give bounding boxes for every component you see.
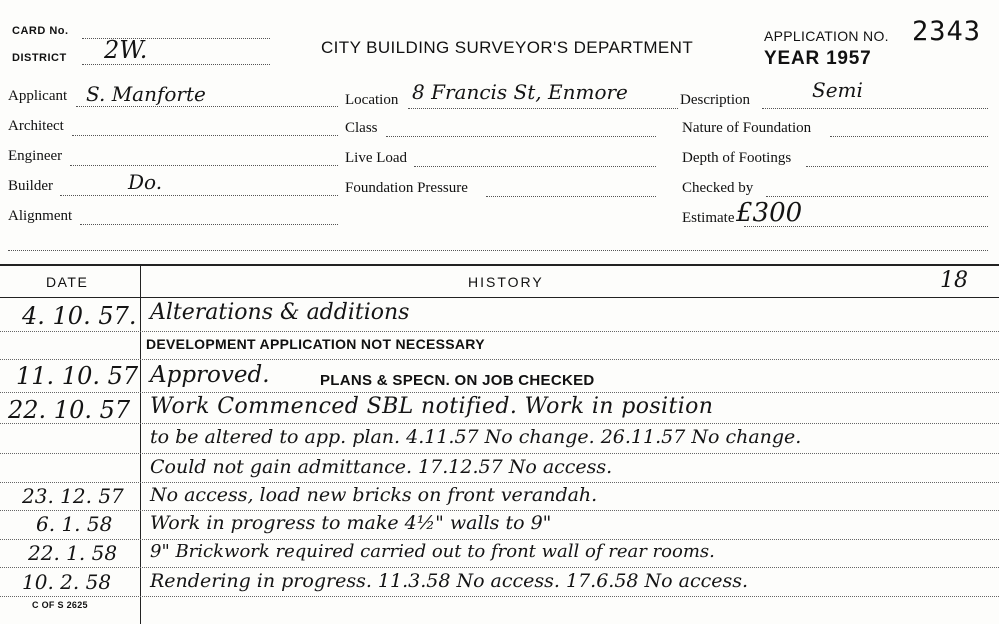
- alignment-line: [80, 224, 338, 225]
- row-line: [0, 567, 999, 568]
- application-label: APPLICATION NO.: [764, 28, 889, 44]
- foundation-pressure-label: Foundation Pressure: [345, 180, 468, 196]
- history-entry: to be altered to app. plan. 4.11.57 No change. 26.11.57 No change.: [150, 426, 802, 448]
- history-date: 23. 12. 57: [22, 484, 124, 508]
- history-date: 22. 1. 58: [28, 541, 118, 565]
- applicant-line: [76, 106, 338, 107]
- live-load-line: [414, 166, 656, 167]
- estimate-label: Estimate: [682, 210, 735, 226]
- estimate-value: £300: [736, 198, 803, 228]
- date-column-rule: [140, 264, 141, 624]
- page-number: 18: [940, 268, 968, 293]
- row-line: [0, 453, 999, 454]
- history-date: 22. 10. 57: [8, 396, 131, 424]
- depth-line: [806, 166, 988, 167]
- history-date: 11. 10. 57: [16, 362, 139, 390]
- description-value: Semi: [812, 78, 863, 102]
- history-header-rule: [0, 297, 999, 298]
- history-date: 6. 1. 58: [36, 512, 113, 536]
- field-extra-line: [8, 250, 988, 251]
- depth-of-footings-label: Depth of Footings: [682, 150, 792, 166]
- history-column-header: HISTORY: [468, 274, 544, 290]
- district-label: DISTRICT: [12, 52, 67, 64]
- checked-line: [766, 196, 988, 197]
- location-line: [408, 108, 678, 109]
- engineer-line: [70, 165, 338, 166]
- history-stamp: PLANS & SPECN. ON JOB CHECKED: [320, 372, 595, 389]
- foundation-pressure-line: [486, 196, 656, 197]
- row-line: [0, 392, 999, 393]
- builder-label: Builder: [8, 178, 53, 194]
- row-line: [0, 539, 999, 540]
- description-line: [762, 108, 988, 109]
- engineer-label: Engineer: [8, 148, 63, 164]
- row-line: [0, 482, 999, 483]
- live-load-label: Live Load: [345, 150, 408, 166]
- class-line: [386, 136, 656, 137]
- history-entry: Approved.: [150, 362, 270, 388]
- row-line: [0, 331, 999, 332]
- checked-by-label: Checked by: [682, 180, 754, 196]
- builder-value: Do.: [128, 170, 163, 194]
- district-value: 2W.: [104, 36, 148, 64]
- year: YEAR 1957: [764, 48, 872, 69]
- history-top-rule: [0, 264, 999, 266]
- history-entry: No access, load new bricks on front verandah.: [150, 484, 598, 506]
- applicant-label: Applicant: [8, 88, 68, 104]
- history-date: 10. 2. 58: [22, 570, 112, 594]
- description-label: Description: [680, 92, 750, 108]
- history-entry: Work in progress to make 4½" walls to 9": [150, 512, 552, 534]
- department-title: CITY BUILDING SURVEYOR'S DEPARTMENT: [321, 38, 694, 57]
- architect-label: Architect: [8, 118, 64, 134]
- applicant-value: S. Manforte: [86, 82, 206, 106]
- row-line: [0, 510, 999, 511]
- district-line: [82, 64, 270, 65]
- history-entry: 9" Brickwork required carried out to front wall of rear rooms.: [150, 541, 715, 562]
- location-value: 8 Francis St, Enmore: [412, 80, 628, 104]
- form-code: C OF S 2625: [32, 600, 88, 610]
- history-entry: Work Commenced SBL notified. Work in position: [150, 394, 714, 419]
- history-stamp: DEVELOPMENT APPLICATION NOT NECESSARY: [146, 336, 485, 352]
- history-entry: Could not gain admittance. 17.12.57 No access.: [150, 456, 613, 478]
- builder-line: [60, 195, 338, 196]
- application-number: 2343: [912, 16, 982, 47]
- card-no-label: CARD No.: [12, 25, 69, 37]
- row-line: [0, 359, 999, 360]
- row-line: [0, 423, 999, 424]
- location-label: Location: [345, 92, 399, 108]
- nature-of-foundation-label: Nature of Foundation: [682, 120, 812, 136]
- architect-line: [72, 135, 338, 136]
- nature-line: [830, 136, 988, 137]
- history-entry: Alterations & additions: [150, 300, 410, 325]
- history-date: 4. 10. 57.: [22, 302, 137, 330]
- class-label: Class: [345, 120, 378, 136]
- date-column-header: DATE: [46, 274, 89, 290]
- history-entry: Rendering in progress. 11.3.58 No access. 17.6.58 No access.: [150, 570, 749, 592]
- alignment-label: Alignment: [8, 208, 73, 224]
- row-line: [0, 596, 999, 597]
